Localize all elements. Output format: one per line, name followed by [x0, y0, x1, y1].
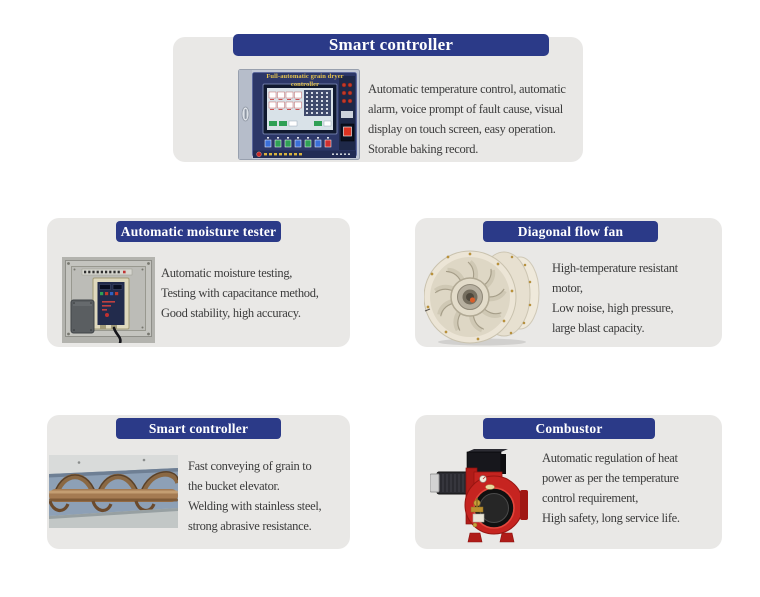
- description-line: the bucket elevator.: [188, 479, 280, 493]
- title-banner-combustor: [483, 418, 655, 439]
- description-line: alarm, voice prompt of fault cause, visual: [368, 102, 563, 116]
- description-line: Automatic regulation of heat: [542, 451, 678, 465]
- description-line: Fast conveying of grain to: [188, 459, 312, 473]
- screw-conveyor-photo: [49, 455, 178, 528]
- description-line: Storable baking record.: [368, 142, 479, 156]
- description-line: large blast capacity.: [552, 321, 645, 335]
- description-line: High-temperature resistant: [552, 261, 678, 275]
- description-line: Low noise, high pressure,: [552, 301, 674, 315]
- description-line: Testing with capacitance method,: [161, 286, 319, 300]
- title-banner-moisture-tester: [116, 221, 281, 242]
- description-line: High safety, long service life.: [542, 511, 680, 525]
- moisture-tester-photo: [62, 257, 155, 343]
- smart-controller-description: [368, 79, 566, 159]
- screw-conveyor-illustration: [49, 455, 178, 528]
- description-line: display on touch screen, easy operation.: [368, 122, 556, 136]
- diagonal-flow-fan-photo: [424, 247, 540, 346]
- screw-conveyor-description: [188, 456, 321, 536]
- title-banner-smart-controller: [233, 34, 549, 56]
- section-title: Automatic moisture tester: [120, 223, 277, 239]
- description-line: Good stability, high accuracy.: [161, 306, 301, 320]
- description-line: control requirement,: [542, 491, 639, 505]
- description-line: Automatic temperature control, automatic: [368, 82, 566, 96]
- description-line: power as per the temperature: [542, 471, 679, 485]
- combustor-illustration: [430, 448, 530, 545]
- title-banner-smart-controller-2: [116, 418, 281, 439]
- section-title: Smart controller: [328, 35, 454, 54]
- description-line: Automatic moisture testing,: [161, 266, 293, 280]
- fan-illustration: [424, 247, 540, 346]
- controller-caption: Full-automatic grain dryer controller: [266, 73, 344, 88]
- moisture-tester-description: [161, 263, 319, 323]
- section-title: Diagonal flow fan: [517, 223, 624, 239]
- combustor-description: [542, 448, 680, 528]
- description-line: Welding with stainless steel,: [188, 499, 322, 513]
- diagonal-flow-fan-description: [552, 258, 678, 338]
- grain-dryer-controller-photo: [238, 69, 360, 160]
- description-line: strong abrasive resistance.: [188, 519, 312, 533]
- section-title: Combustor: [535, 420, 603, 436]
- moisture-tester-illustration: [62, 257, 155, 343]
- title-banner-diagonal-flow-fan: [483, 221, 658, 242]
- combustor-photo: [430, 448, 530, 545]
- section-title: Smart controller: [148, 420, 249, 436]
- description-line: motor,: [552, 281, 583, 295]
